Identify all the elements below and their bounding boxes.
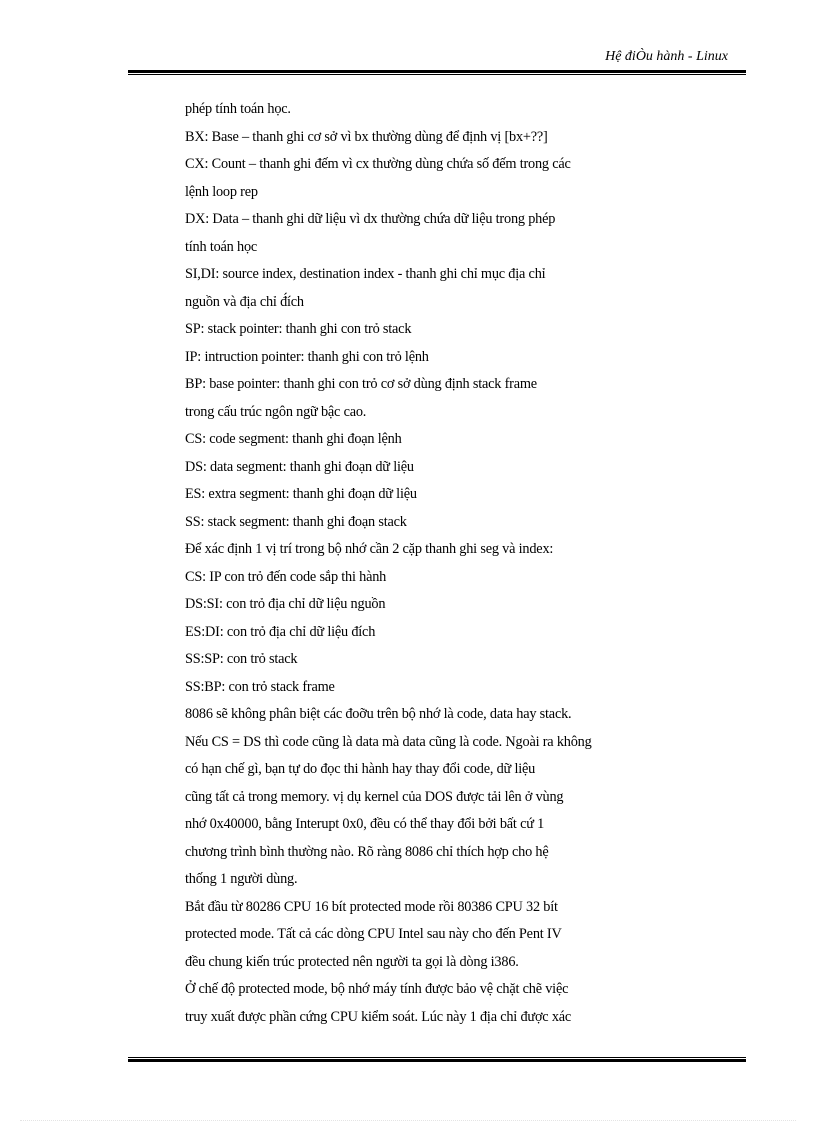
body-text xyxy=(185,96,745,1031)
text-line: BP: base pointer: thanh ghi con trỏ cơ sở dùng định stack frame xyxy=(185,376,537,392)
text-line: nhớ 0x40000, bằng Interupt 0x0, đều có thể thay đổi bởi bất cứ 1 xyxy=(185,816,545,832)
text-line: tính toán học xyxy=(185,238,258,255)
text-line: trong cấu trúc ngôn ngữ bậc cao. xyxy=(185,403,367,420)
page-header-title: Hệ điÒu hành - Linux xyxy=(605,49,728,64)
text-line: ES:DI: con trỏ địa chỉ dữ liệu đích xyxy=(185,623,376,640)
text-line: lệnh loop rep xyxy=(185,183,258,200)
text-line: Để xác định 1 vị trí trong bộ nhớ cần 2 cặp thanh ghi seg và index: xyxy=(185,541,554,557)
text-line: CS: code segment: thanh ghi đoạn lệnh xyxy=(185,431,402,447)
text-line: thống 1 người dùng. xyxy=(185,871,298,887)
text-line: Nếu CS = DS thì code cũng là data mà data cũng là code. Ngoài ra không xyxy=(185,733,592,750)
footer-rule xyxy=(128,1057,746,1062)
text-line: có hạn chế gì, bạn tự do đọc thi hành hay thay đổi code, dữ liệu xyxy=(185,761,536,777)
text-line: DS: data segment: thanh ghi đoạn dữ liệu xyxy=(185,458,414,475)
text-line: CS: IP con trỏ đến code sắp thi hành xyxy=(185,568,387,585)
text-line: 8086 sẽ không phân biệt các đoỡu trên bộ nhớ là code, data hay stack. xyxy=(185,706,572,722)
page-bottom-edge xyxy=(20,1120,796,1121)
text-line: phép tính toán học. xyxy=(185,101,291,117)
text-line: IP: intruction pointer: thanh ghi con trỏ lệnh xyxy=(185,348,429,365)
text-line: protected mode. Tất cả các dòng CPU Intel sau này cho đến Pent IV xyxy=(185,926,562,942)
text-line: cũng tất cả trong memory. vị dụ kernel của DOS được tải lên ở vùng xyxy=(185,788,564,805)
text-line: SS:SP: con trỏ stack xyxy=(185,651,298,667)
text-line: SI,DI: source index, destination index - thanh ghi chỉ mục địa chỉ xyxy=(185,266,546,282)
text-line: đều chung kiến trúc protected nên người ta gọi là dòng i386. xyxy=(185,953,519,970)
text-line: DS:SI: con trỏ địa chỉ dữ liệu nguồn xyxy=(185,596,386,612)
text-line: nguồn và địa chỉ đ́ích xyxy=(185,293,304,310)
text-line: Ở chế độ protected mode, bộ nhớ máy tính được bảo vệ chặt chẽ việc xyxy=(185,981,569,997)
text-line: BX: Base – thanh ghi cơ sở vì bx thường dùng để định vị [bx+??] xyxy=(185,128,548,145)
text-line: ES: extra segment: thanh ghi đoạn dữ liệu xyxy=(185,486,417,502)
text-line: DX: Data – thanh ghi dữ liệu vì dx thường chứa dữ liệu trong phép xyxy=(185,211,556,227)
header-rule xyxy=(128,70,746,75)
text-line: chương trình bình thường nào. Rõ ràng 8086 chỉ thích hợp cho hệ xyxy=(185,843,549,860)
text-line: truy xuất được phần cứng CPU kiểm soát. Lúc này 1 địa chỉ được xác xyxy=(185,1008,572,1025)
text-line: SS: stack segment: thanh ghi đoạn stack xyxy=(185,513,407,530)
text-line: SS:BP: con trỏ stack frame xyxy=(185,678,335,695)
text-line: CX: Count – thanh ghi đếm vì cx thường dùng chứa số đếm trong các xyxy=(185,156,571,172)
text-line: Bắt đầu từ 80286 CPU 16 bít protected mode rồi 80386 CPU 32 bít xyxy=(185,898,558,915)
text-line: SP: stack pointer: thanh ghi con trỏ stack xyxy=(185,321,412,337)
